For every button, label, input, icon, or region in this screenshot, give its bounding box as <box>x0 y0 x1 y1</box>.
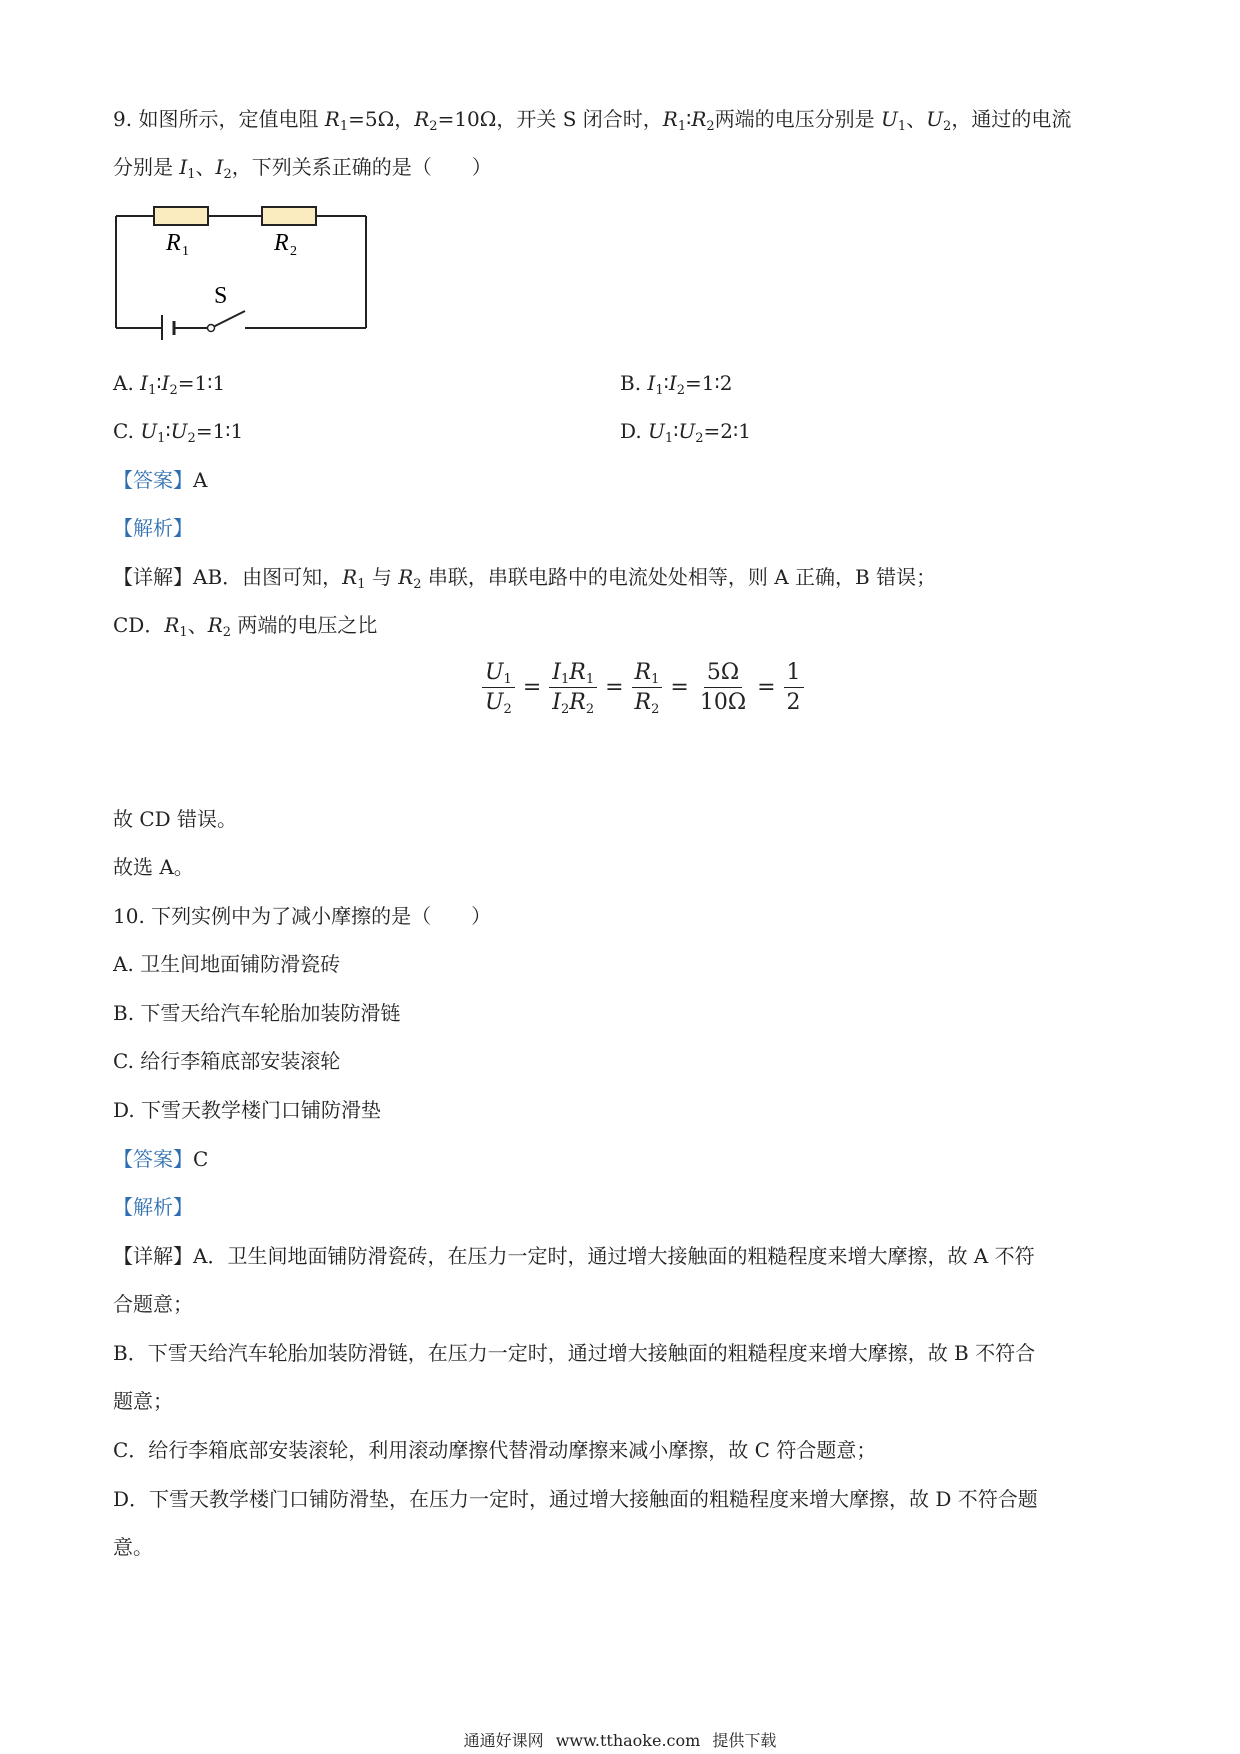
fraction-result: $\frac{1}{2}$ <box>784 660 804 715</box>
q10-option-a: A. 卫生间地面铺防滑瓷砖 <box>113 952 341 976</box>
circuit-diagram <box>110 198 380 340</box>
q10-option-c: C. 给行李箱底部安装滚轮 <box>113 1049 341 1073</box>
q9-detail-line1: 【详解】AB．由图可知，$R_1$ 与 $R_2$ 串联，串联电路中的电流处处相等，则 A 正确，B 错误； <box>113 565 937 592</box>
q9-stem-line1: 9. 如图所示，定值电阻 $R_1=5\Omega$，$R_2=10\Omega$，开关 S 闭合时，$R_1∶R_2$两端的电压分别是 $U_1$、$U_2$，通过的电流 <box>113 107 1072 134</box>
q10-detail-a-line2: 合题意； <box>113 1292 193 1316</box>
footer-site-name: 通通好课网 <box>463 1731 544 1750</box>
analysis-tag: 【解析】 <box>113 516 193 540</box>
q9-option-b: B. $I_1∶I_2=1∶2$ <box>620 371 733 398</box>
detail-tag: 【详解】 <box>113 565 193 589</box>
fraction-ir: $\frac{I_1R_1}{I_2R_2}$ <box>549 660 597 715</box>
r2-label: R <box>274 230 289 256</box>
q10-detail-b-line2: 题意； <box>113 1389 173 1413</box>
resistor-r2 <box>262 207 316 225</box>
q10-detail-b-line1: B．下雪天给汽车轮胎加装防滑链，在压力一定时，通过增大接触面的粗糙程度来增大摩擦，故 B 不符合 <box>113 1341 1036 1365</box>
q10-answer: 【答案】C <box>113 1147 209 1171</box>
q9-option-a: A. $I_1∶I_2=1∶1$ <box>113 371 226 398</box>
q9-analysis-heading <box>113 514 193 542</box>
switch-lever <box>211 311 245 328</box>
resistor-r1 <box>154 207 208 225</box>
q9-option-d: D. $U_1∶U_2=2∶1$ <box>620 419 751 446</box>
r1-label: R <box>166 230 181 256</box>
analysis-tag: 【解析】 <box>113 1195 193 1219</box>
footer-url[interactable]: www.tthaoke.com <box>555 1731 701 1750</box>
fraction-r1-r2: $\frac{R_1}{R_2}$ <box>632 660 663 715</box>
q9-detail-line2: CD．$R_1$、$R_2$ 两端的电压之比 <box>113 613 378 640</box>
q9-conclusion-2: 故选 A。 <box>113 855 194 879</box>
q10-analysis-heading <box>113 1193 193 1221</box>
r2-label-sub: 2 <box>290 244 297 259</box>
answer-tag: 【答案】 <box>113 1147 193 1171</box>
switch-pivot <box>208 325 215 332</box>
q10-option-d: D. 下雪天教学楼门口铺防滑垫 <box>113 1098 382 1122</box>
q9-option-c: C. $U_1∶U_2=1∶1$ <box>113 419 244 446</box>
r1-label-sub: 1 <box>182 244 189 259</box>
detail-tag: 【详解】 <box>113 1244 193 1268</box>
q9-answer: 【答案】A <box>113 468 208 492</box>
q9-stem-line2: 分别是 $I_1$、$I_2$，下列关系正确的是（ ） <box>113 155 492 182</box>
switch-label: S <box>214 283 228 309</box>
q10-detail-c: C．给行李箱底部安装滚轮，利用滚动摩擦代替滑动摩擦来减小摩擦，故 C 符合题意； <box>113 1438 877 1462</box>
q10-detail-a-line1: 【详解】A．卫生间地面铺防滑瓷砖，在压力一定时，通过增大接触面的粗糙程度来增大摩擦，故 A 不符 <box>113 1244 1035 1268</box>
fraction-u1-u2: $\frac{U_1}{U_2}$ <box>482 660 515 715</box>
voltage-ratio-equation: $\frac{U_1}{U_2}$ = $\frac{I_1R_1}{I_2R_2}$ = $\frac{R_1}{R_2}$ = $\frac{5\Omega}{10\Omega}$ = $\frac{1}{2}$ <box>478 660 808 715</box>
q10-stem: 10. 下列实例中为了减小摩擦的是（ ） <box>113 904 492 928</box>
page-footer <box>0 1728 1240 1751</box>
q10-detail-d-line1: D．下雪天教学楼门口铺防滑垫，在压力一定时，通过增大接触面的粗糙程度来增大摩擦，故 D 不符合题 <box>113 1487 1038 1511</box>
q10-detail-d-line2: 意。 <box>113 1535 153 1559</box>
q10-option-b: B. 下雪天给汽车轮胎加装防滑链 <box>113 1001 401 1025</box>
q9-conclusion-1: 故 CD 错误。 <box>113 807 238 831</box>
fraction-ohms: $\frac{5\Omega}{10\Omega}$ <box>699 660 747 715</box>
answer-tag: 【答案】 <box>113 468 193 492</box>
footer-action: 提供下载 <box>712 1731 777 1750</box>
